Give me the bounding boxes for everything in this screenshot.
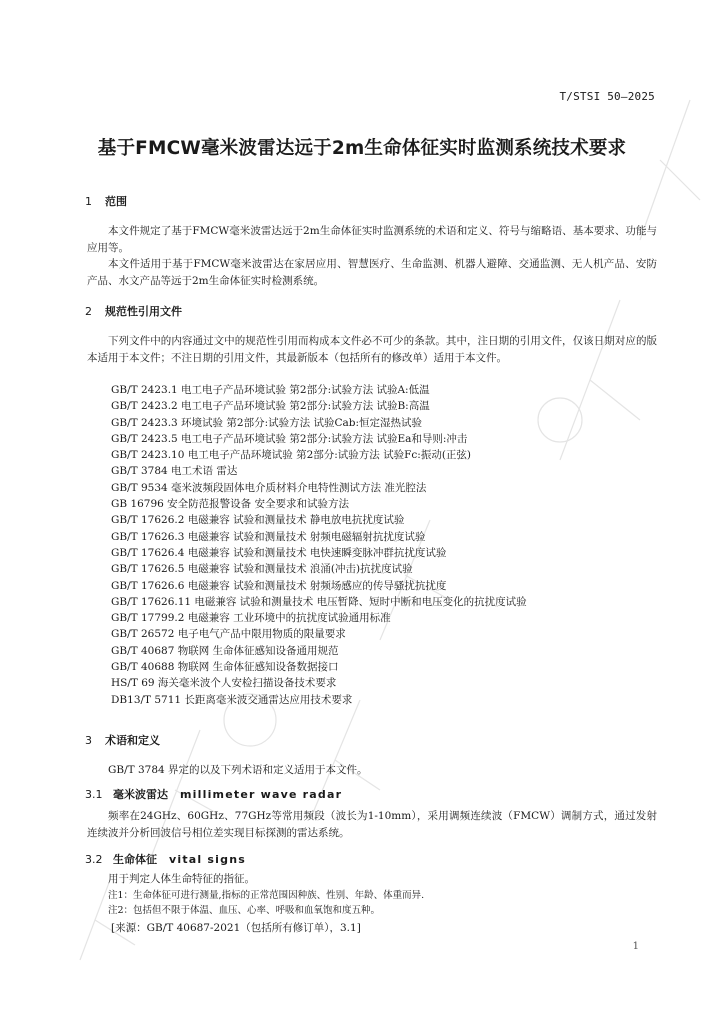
reference-item: GB/T 17626.5 电磁兼容 试验和测量技术 浪涌(冲击)抗扰度试验 <box>111 563 413 576</box>
term-3-1-heading <box>85 786 342 802</box>
reference-item: GB/T 17626.6 电磁兼容 试验和测量技术 射频场感应的传导骚扰抗扰度 <box>111 579 447 592</box>
reference-item: GB/T 17626.3 电磁兼容 试验和测量技术 射频电磁辐射抗扰度试验 <box>111 530 426 543</box>
section-1-heading <box>85 193 127 209</box>
term-source: [来源：GB/T 40687-2021（包括所有修订单），3.1] <box>111 922 361 934</box>
scope-paragraph-2: 本文件适用于基于FMCW毫米波雷达在家居应用、智慧医疗、生命监测、机器人避障、交通监测、无人机产品、安防产品、水文产品等远于2m生命体征实时检测系统。 <box>87 258 657 287</box>
section-title: 规范性引用文件 <box>105 305 182 318</box>
term-3-2-heading <box>85 851 246 867</box>
reference-item: GB/T 2423.1 电工电子产品环境试验 第2部分:试验方法 试验A:低温 <box>111 384 430 396</box>
section-2-heading <box>85 303 182 319</box>
reference-item: GB/T 17799.2 电磁兼容 工业环境中的抗扰度试验通用标准 <box>111 612 391 625</box>
section-number: 1 <box>85 195 92 208</box>
reference-item: GB/T 2423.5 电工电子产品环境试验 第2部分:试验方法 试验Ea和导则:冲击 <box>111 432 468 445</box>
reference-item: GB/T 17626.11 电磁兼容 试验和测量技术 电压暂降、短时中断和电压变化的抗扰度试验 <box>111 595 527 608</box>
terms-intro: GB/T 3784 界定的以及下列术语和定义适用于本文件。 <box>108 764 368 776</box>
term-3-2-definition: 用于判定人体生命特征的指征。 <box>108 873 255 885</box>
section-3-heading <box>85 732 160 748</box>
section-number: 3 <box>85 734 92 747</box>
reference-item: GB/T 9534 毫米波频段固体电介质材料介电特性测试方法 准光腔法 <box>111 481 427 494</box>
reference-item: GB/T 17626.4 电磁兼容 试验和测量技术 电快速瞬变脉冲群抗扰度试验 <box>111 546 447 559</box>
reference-item: GB/T 3784 电工术语 雷达 <box>111 465 238 478</box>
section-title: 术语和定义 <box>105 734 160 747</box>
reference-item: GB/T 2423.3 环境试验 第2部分:试验方法 试验Cab:恒定湿热试验 <box>111 416 423 429</box>
term-number: 3.1 <box>85 788 103 801</box>
term-3-1-definition: 频率在24GHz、60GHz、77GHz等常用频段（波长为1-10mm），采用调频连续波（FMCW）调制方式，通过发射连续波并分析回波信号相位差实现目标探测的雷达系统。 <box>87 810 657 839</box>
reference-item: HS/T 69 海关毫米波个人安检扫描设备技术要求 <box>111 677 337 690</box>
scope-paragraph-1: 本文件规定了基于FMCW毫米波雷达远于2m生命体征实时监测系统的术语和定义、符号与缩略语、基本要求、功能与应用等。 <box>87 225 657 254</box>
term-name-en: millimeter wave radar <box>180 788 343 801</box>
term-name-en: vital signs <box>169 853 246 866</box>
note-1: 注1：生命体征可进行测量,指标的正常范围因种族、性别、年龄、体重而异. <box>108 890 425 901</box>
reference-item: GB/T 40687 物联网 生命体征感知设备通用规范 <box>111 644 339 657</box>
term-name-zh: 毫米波雷达 <box>113 788 168 801</box>
term-name-zh: 生命体征 <box>113 853 157 866</box>
note-2: 注2：包括但不限于体温、血压、心率、呼吸和血氧饱和度五种。 <box>108 905 381 916</box>
reference-item: GB/T 40688 物联网 生命体征感知设备数据接口 <box>111 661 339 674</box>
reference-item: DB13/T 5711 长距离毫米波交通雷达应用技术要求 <box>111 693 353 706</box>
normative-intro: 下列文件中的内容通过文中的规范性引用而构成本文件必不可少的条款。其中，注日期的引用文件，仅该日期对应的版本适用于本文件；不注日期的引用文件，其最新版本（包括所有的修改单）适用于本文件。 <box>87 335 657 364</box>
page-number: 1 <box>632 941 639 952</box>
standard-number: T/STSI 50—2025 <box>559 90 655 103</box>
reference-list <box>111 382 671 708</box>
term-number: 3.2 <box>85 853 103 866</box>
reference-item: GB/T 17626.2 电磁兼容 试验和测量技术 静电放电抗扰度试验 <box>111 514 405 527</box>
section-number: 2 <box>85 305 92 318</box>
reference-item: GB/T 26572 电子电气产品中限用物质的限量要求 <box>111 628 346 641</box>
reference-item: GB/T 2423.2 电工电子产品环境试验 第2部分:试验方法 试验B:高温 <box>111 400 430 413</box>
reference-item: GB 16796 安全防范报警设备 安全要求和试验方法 <box>111 498 350 511</box>
document-title: 基于FMCW毫米波雷达远于2m生命体征实时监测系统技术要求 <box>97 138 627 159</box>
reference-item: GB/T 2423.10 电工电子产品环境试验 第2部分:试验方法 试验Fc:振动(正弦) <box>111 449 472 462</box>
section-title: 范围 <box>105 195 127 208</box>
